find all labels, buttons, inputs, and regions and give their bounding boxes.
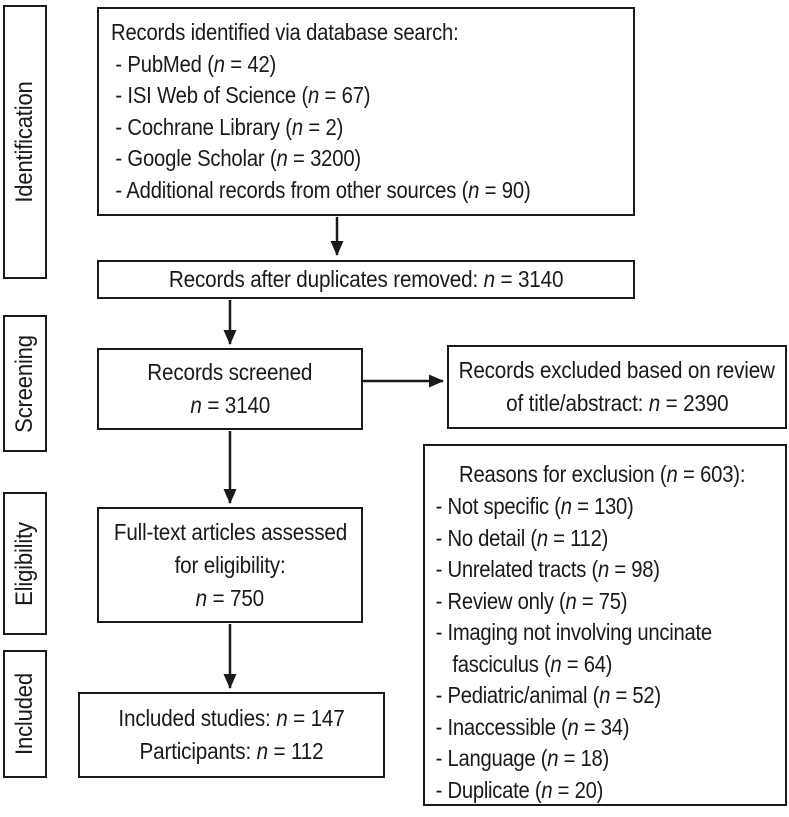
excluded-line2: of title/abstract: n = 2390	[505, 390, 729, 416]
reason-item: - Not specific (n = 130)	[435, 493, 634, 519]
stage-label-included	[3, 650, 47, 778]
identified-title: Records identified via database search:	[111, 19, 459, 45]
screened-line1: Records screened	[147, 359, 313, 385]
reason-item: - Imaging not involving uncinate fasciculus (n = 64)	[435, 619, 712, 677]
records-screened-box	[97, 348, 363, 430]
excluded-line1: Records excluded based on review	[458, 357, 776, 383]
duplicates-removed-text: Records after duplicates removed: n = 3140	[168, 266, 564, 292]
identified-item: - ISI Web of Science (n = 67)	[115, 82, 371, 108]
reason-item: - Unrelated tracts (n = 98)	[435, 556, 660, 582]
duplicates-removed-box	[97, 260, 635, 299]
exclusion-reasons-box	[423, 444, 787, 806]
screened-count: n = 3140	[190, 392, 270, 418]
reason-item: - Inaccessible (n = 34)	[435, 713, 630, 740]
reason-item: - Pediatric/animal (n = 52)	[435, 682, 661, 708]
fulltext-line2: for eligibility:	[174, 551, 286, 578]
identified-item: - Additional records from other sources (n = 90)	[115, 176, 531, 203]
stage-label-included-text: Included	[11, 673, 38, 755]
stage-label-screening-text: Screening	[11, 334, 38, 433]
reason-item: - Language (n = 18)	[435, 745, 609, 771]
reason-item: - No detail (n = 112)	[435, 524, 609, 551]
included-studies-box	[78, 692, 385, 778]
included-studies-line: Included studies: n = 147	[118, 705, 345, 731]
stage-label-identification	[3, 5, 47, 279]
identification-records-box	[97, 7, 635, 216]
stage-label-eligibility	[3, 492, 47, 635]
participants-line: Participants: n = 112	[139, 738, 324, 764]
stage-label-eligibility-text: Eligibility	[11, 521, 38, 606]
identified-item: - Cochrane Library (n = 2)	[115, 113, 344, 140]
stage-label-identification-text: Identification	[11, 81, 38, 203]
fulltext-count: n = 750	[195, 584, 265, 611]
stage-label-screening	[3, 315, 47, 452]
identified-item: - PubMed (n = 42)	[115, 50, 277, 77]
fulltext-assessed-box	[97, 507, 363, 623]
fulltext-line1: Full-text articles assessed	[113, 518, 347, 545]
reasons-title: Reasons for exclusion (n = 603):	[459, 461, 746, 487]
reason-item: - Review only (n = 75)	[435, 587, 628, 614]
reason-item: - Duplicate (n = 20)	[435, 776, 604, 803]
records-excluded-box	[447, 345, 787, 429]
identified-item: - Google Scholar (n = 3200)	[115, 145, 361, 171]
